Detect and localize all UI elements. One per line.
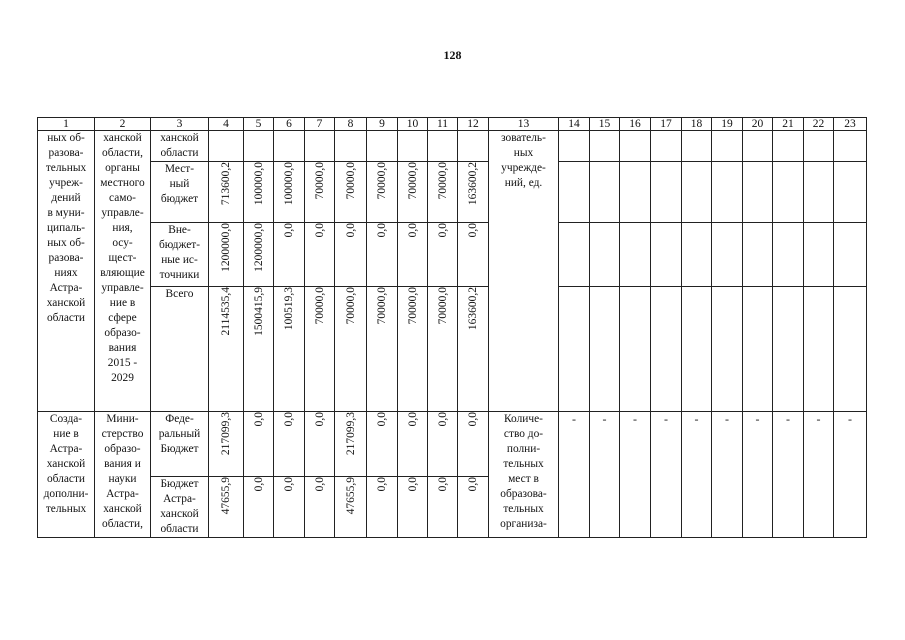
amount-cell [428,223,458,287]
amount-cell [458,223,489,287]
activity-name-cell [38,412,95,538]
amount-cell [244,162,274,223]
indicator-line: учрежде- [501,162,546,174]
year-value-cell [834,223,867,287]
activity-name-line: Созда- [49,413,83,425]
executor-line: управле- [101,282,144,294]
funding-source-cell [151,162,209,223]
year-value-cell [773,162,804,223]
activity-name-line: ципаль- [46,222,86,234]
year-value-cell [620,131,651,162]
year-value-cell: - [773,412,804,538]
year-value-cell [620,287,651,412]
amount-cell [458,287,489,412]
funding-source-line: Всего [165,288,194,300]
activity-name-line: ниях [54,267,78,279]
amount-cell [274,162,305,223]
executor-line: вания [108,342,137,354]
amount-value: 0,0 [376,412,388,427]
executor-line: местного [100,177,145,189]
amount-cell [335,412,367,477]
year-value-cell [590,162,620,223]
executor-line: ханской [103,132,142,144]
amount-value: 0,0 [313,223,326,238]
year-value-cell [620,162,651,223]
amount-cell [367,131,398,162]
funding-source-line: области [160,147,199,159]
funding-source-line: области [160,523,199,535]
amount-cell [305,287,335,412]
year-value-cell [773,287,804,412]
amount-cell [458,162,489,223]
amount-value: 163600,2 [467,287,479,331]
funding-source-line: Астра- [163,493,196,505]
executor-line: области, [102,518,143,530]
funding-source-line: Вне- [168,224,191,236]
amount-cell [428,131,458,162]
executor-line: Мини- [106,413,139,425]
executor-line: ния, [112,222,133,234]
amount-cell [244,412,274,477]
amount-value: 70000,0 [406,162,419,200]
column-number: 11 [428,118,458,131]
indicator-cell [489,131,559,412]
year-value-cell [712,223,743,287]
year-value-cell [804,287,834,412]
indicator-line: зователь- [501,132,546,144]
amount-cell [398,287,428,412]
funding-source-cell [151,287,209,412]
amount-cell [305,223,335,287]
amount-value: 0,0 [467,223,479,238]
amount-cell [244,477,274,538]
year-value-cell [651,287,682,412]
amount-value: 0,0 [436,477,449,492]
year-value-cell [590,287,620,412]
amount-cell [367,412,398,477]
executor-line: образо- [104,443,141,455]
amount-value: 1200000,0 [252,223,265,272]
executor-cell [95,412,151,538]
activity-name-line: ханской [46,297,86,309]
activity-name-line: дений [51,192,81,204]
column-number: 8 [335,118,367,131]
year-value-cell [682,131,712,162]
amount-value: 0,0 [283,223,295,238]
executor-cell [95,131,151,412]
amount-value: 0,0 [252,477,265,492]
executor-line: образо- [104,327,141,339]
executor-line: стерство [101,428,144,440]
column-number: 18 [682,118,712,131]
year-value-cell [773,131,804,162]
funding-source-line: ханской [160,132,199,144]
amount-value: 217099,3 [220,412,232,456]
activity-name-cell [38,131,95,412]
funding-source-line: Бюджет [160,478,199,490]
activity-name-line: учреж- [49,177,83,189]
year-value-cell [651,131,682,162]
executor-line: сфере [108,312,137,324]
indicator-line: ний, ед. [504,177,543,189]
funding-source-line: ные ис- [161,254,198,266]
amount-value: 70000,0 [344,287,357,325]
funding-source-line: бюджет [160,193,199,205]
amount-cell [367,477,398,538]
year-value-cell [773,223,804,287]
indicator-line: Количе- [504,413,543,425]
amount-cell [305,477,335,538]
activity-name-line: в муни- [47,207,85,219]
year-value-cell: - [804,412,834,538]
activity-name-line: разова- [48,252,84,264]
page-number: 128 [443,48,462,62]
column-number: 2 [95,118,151,131]
amount-cell [244,223,274,287]
column-number: 5 [244,118,274,131]
year-value-cell: - [712,412,743,538]
funding-source-cell [151,412,209,477]
column-number: 23 [834,118,867,131]
amount-cell [274,223,305,287]
funding-source-cell [151,131,209,162]
executor-line: щест- [108,252,137,264]
executor-line: науки [108,473,137,485]
indicator-line: полни- [506,443,541,455]
indicator-cell [489,412,559,538]
amount-value: 70000,0 [313,162,326,200]
activity-name-line: разова- [48,147,84,159]
amount-value: 47655,9 [344,477,357,515]
amount-cell [335,162,367,223]
executor-line: области, [102,147,143,159]
year-value-cell [559,287,590,412]
amount-cell [398,223,428,287]
amount-cell [428,477,458,538]
funding-source-line: Мест- [164,163,195,175]
amount-value: 0,0 [436,223,449,238]
amount-value: 100000,0 [252,162,265,206]
indicator-line: тельных [503,458,544,470]
amount-value: 2114535,4 [220,287,232,336]
activity-name-line: тельных [45,503,87,515]
amount-cell [244,287,274,412]
year-value-cell [682,162,712,223]
column-number: 4 [209,118,244,131]
funding-source-cell [151,477,209,538]
amount-cell [458,412,489,477]
executor-line: вляющие [100,267,145,279]
funding-source-line: Бюджет [160,443,199,455]
year-value-cell [743,223,773,287]
activity-name-line: ние в [53,428,79,440]
program-table [37,117,867,538]
amount-cell [367,223,398,287]
amount-cell [305,162,335,223]
amount-cell [244,131,274,162]
amount-cell [398,162,428,223]
amount-value: 0,0 [406,412,419,427]
activity-name-line: области [46,473,86,485]
year-value-cell [590,131,620,162]
year-value-cell [590,223,620,287]
column-number: 7 [305,118,335,131]
amount-cell [367,287,398,412]
amount-value: 70000,0 [313,287,326,325]
activity-name-line: тельных [45,162,87,174]
activity-name-line: дополни- [43,488,89,500]
amount-value: 1200000,0 [220,223,232,272]
executor-line: 2029 [111,372,134,384]
column-number: 16 [620,118,651,131]
amount-cell [305,412,335,477]
funding-source-line: бюджет- [158,239,201,251]
amount-cell [398,477,428,538]
amount-cell [335,287,367,412]
amount-cell [274,412,305,477]
activity-name-line: Астра- [49,443,83,455]
executor-line: осу- [112,237,133,249]
amount-value: 0,0 [376,477,388,492]
amount-value: 70000,0 [406,287,419,325]
column-number: 20 [743,118,773,131]
amount-value: 0,0 [313,412,326,427]
year-value-cell [651,162,682,223]
amount-value: 70000,0 [436,162,449,200]
header-row [38,118,867,131]
indicator-line: ных [513,147,534,159]
amount-cell [209,131,244,162]
year-value-cell [559,131,590,162]
funding-source-line: Феде- [165,413,194,425]
year-value-cell [712,162,743,223]
column-number: 3 [151,118,209,131]
year-value-cell [712,131,743,162]
column-number: 13 [489,118,559,131]
amount-value: 70000,0 [376,162,388,200]
amount-value: 163600,2 [467,162,479,206]
amount-cell [458,477,489,538]
year-value-cell [743,131,773,162]
activity-name-line: ных об- [47,237,85,249]
year-value-cell [559,223,590,287]
indicator-line: ство до- [503,428,544,440]
indicator-line: тельных [503,503,544,515]
amount-value: 713600,2 [220,162,232,206]
amount-value: 0,0 [252,412,265,427]
executor-line: органы [105,162,140,174]
amount-cell [428,287,458,412]
year-value-cell [834,131,867,162]
funding-source-line: ханской [160,508,199,520]
year-value-cell [834,287,867,412]
funding-source-cell [151,223,209,287]
amount-value: 0,0 [313,477,326,492]
year-value-cell: - [590,412,620,538]
column-number: 9 [367,118,398,131]
column-number: 1 [38,118,95,131]
amount-value: 70000,0 [344,162,357,200]
table-row [38,287,867,412]
amount-cell [209,287,244,412]
amount-cell [428,412,458,477]
year-value-cell: - [620,412,651,538]
amount-cell [367,162,398,223]
year-value-cell: - [834,412,867,538]
amount-cell [209,477,244,538]
amount-cell [428,162,458,223]
amount-value: 47655,9 [220,477,232,515]
year-value-cell [743,287,773,412]
year-value-cell [804,131,834,162]
executor-line: управле- [101,207,144,219]
table-row [38,131,867,162]
funding-source-line: ральный [158,428,201,440]
amount-cell [209,412,244,477]
amount-value: 100519,3 [283,287,295,331]
year-value-cell [651,223,682,287]
amount-cell [398,131,428,162]
amount-cell [458,131,489,162]
activity-name-line: ных об- [47,132,85,144]
amount-cell [398,412,428,477]
amount-value: 217099,3 [344,412,357,456]
year-value-cell: - [651,412,682,538]
amount-value: 0,0 [406,477,419,492]
executor-line: ние в [109,297,136,309]
year-value-cell [712,287,743,412]
amount-value: 0,0 [376,223,388,238]
column-number: 6 [274,118,305,131]
column-number: 12 [458,118,489,131]
executor-line: Астра- [106,488,139,500]
amount-cell [335,131,367,162]
amount-value: 0,0 [406,223,419,238]
activity-name-line: области [46,312,86,324]
year-value-cell: - [682,412,712,538]
table-row [38,412,867,477]
year-value-cell: - [743,412,773,538]
year-value-cell [804,223,834,287]
column-number: 15 [590,118,620,131]
indicator-line: организа- [500,518,547,530]
amount-cell [335,477,367,538]
year-value-cell [682,287,712,412]
amount-value: 1500415,9 [252,287,265,336]
year-value-cell [559,162,590,223]
amount-cell [274,287,305,412]
year-value-cell [743,162,773,223]
column-number: 14 [559,118,590,131]
year-value-cell: - [559,412,590,538]
year-value-cell [804,162,834,223]
amount-value: 0,0 [467,477,479,492]
column-number: 19 [712,118,743,131]
amount-value: 0,0 [467,412,479,427]
indicator-line: мест в [508,473,539,485]
amount-cell [335,223,367,287]
amount-value: 0,0 [436,412,449,427]
column-number: 10 [398,118,428,131]
year-value-cell [620,223,651,287]
executor-line: само- [109,192,136,204]
amount-value: 0,0 [283,477,295,492]
column-number: 17 [651,118,682,131]
activity-name-line: ханской [46,458,86,470]
amount-value: 0,0 [283,412,295,427]
executor-line: вания и [104,458,141,470]
funding-source-line: ный [169,178,190,190]
amount-value: 0,0 [344,223,357,238]
amount-value: 70000,0 [436,287,449,325]
amount-cell [209,223,244,287]
activity-name-line: Астра- [49,282,83,294]
amount-cell [274,477,305,538]
amount-value: 100000,0 [283,162,295,206]
executor-line: 2015 - [107,357,138,369]
indicator-line: образова- [500,488,547,500]
table-row [38,162,867,223]
year-value-cell [682,223,712,287]
amount-cell [305,131,335,162]
column-number: 22 [804,118,834,131]
column-number: 21 [773,118,804,131]
year-value-cell [834,162,867,223]
funding-source-line: точники [159,269,200,281]
table-row [38,223,867,287]
executor-line: ханской [103,503,142,515]
amount-value: 70000,0 [376,287,388,325]
amount-cell [209,162,244,223]
amount-cell [274,131,305,162]
